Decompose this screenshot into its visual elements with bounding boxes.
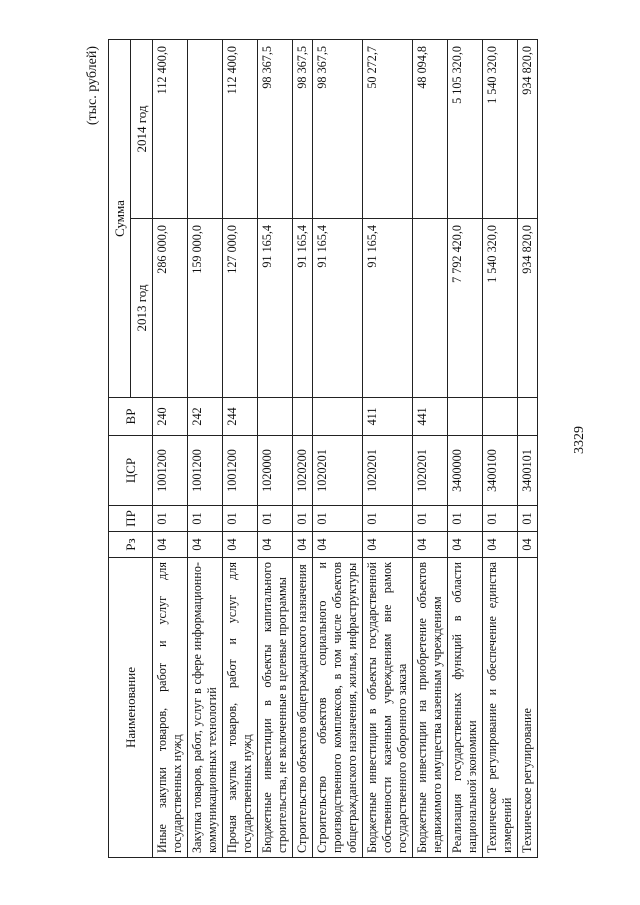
row-rz: 04 <box>293 532 313 558</box>
units-label: (тыс. рублей) <box>85 46 100 126</box>
row-rz: 04 <box>258 532 293 558</box>
row-2013: 127 000,0 <box>223 219 258 398</box>
row-rz: 04 <box>313 532 363 558</box>
row-rz: 04 <box>413 532 448 558</box>
row-2013 <box>413 219 448 398</box>
header-vr: ВР <box>109 398 153 436</box>
row-csr: 1001200 <box>153 436 188 506</box>
row-2013: 91 165,4 <box>313 219 363 398</box>
row-csr: 1020201 <box>413 436 448 506</box>
row-pr: 01 <box>483 506 518 532</box>
row-vr <box>518 398 538 436</box>
row-2014: 1 540 320,0 <box>483 40 518 219</box>
row-vr <box>258 398 293 436</box>
header-name: Наименование <box>109 558 153 858</box>
row-2014: 98 367,5 <box>293 40 313 219</box>
row-csr: 3400101 <box>518 436 538 506</box>
row-2014: 934 820,0 <box>518 40 538 219</box>
table-row <box>483 40 518 858</box>
table-row <box>223 40 258 858</box>
row-2013: 91 165,4 <box>258 219 293 398</box>
row-name: Бюджетные инвестиции в объекты капитального строительства, не включенные в целевые программы <box>258 558 293 858</box>
row-rz: 04 <box>483 532 518 558</box>
row-pr: 01 <box>153 506 188 532</box>
budget-table <box>108 39 538 858</box>
row-rz: 04 <box>518 532 538 558</box>
header-csr: ЦСР <box>109 436 153 506</box>
row-rz: 04 <box>153 532 188 558</box>
page-number: 3329 <box>572 426 587 454</box>
row-pr: 01 <box>313 506 363 532</box>
row-vr <box>483 398 518 436</box>
row-name: Строительство объектов социального и производственного комплексов, в том числе объектов общегражданского назначения, жилья, инфраструктуры <box>313 558 363 858</box>
row-vr: 244 <box>223 398 258 436</box>
row-2013: 91 165,4 <box>363 219 413 398</box>
row-2013: 7 792 420,0 <box>448 219 483 398</box>
row-pr: 01 <box>413 506 448 532</box>
row-vr <box>293 398 313 436</box>
row-2014: 98 367,5 <box>258 40 293 219</box>
row-csr: 3400000 <box>448 436 483 506</box>
row-csr: 1001200 <box>188 436 223 506</box>
row-name: Прочая закупка товаров, работ и услуг для государственных нужд <box>223 558 258 858</box>
row-csr: 1020201 <box>313 436 363 506</box>
header-pr: ПР <box>109 506 153 532</box>
row-csr: 1001200 <box>223 436 258 506</box>
row-vr: 441 <box>413 398 448 436</box>
row-2013: 1 540 320,0 <box>483 219 518 398</box>
table-body <box>153 40 538 858</box>
header-2013: 2013 год <box>131 219 153 398</box>
row-vr: 411 <box>363 398 413 436</box>
row-rz: 04 <box>448 532 483 558</box>
row-2013: 91 165,4 <box>293 219 313 398</box>
row-2014: 112 400,0 <box>153 40 188 219</box>
row-pr: 01 <box>518 506 538 532</box>
row-pr: 01 <box>258 506 293 532</box>
table-row <box>293 40 313 858</box>
row-csr: 3400100 <box>483 436 518 506</box>
row-pr: 01 <box>293 506 313 532</box>
row-2014: 50 272,7 <box>363 40 413 219</box>
header-sum: Сумма <box>109 40 131 398</box>
table-row <box>153 40 188 858</box>
row-vr: 240 <box>153 398 188 436</box>
row-pr: 01 <box>448 506 483 532</box>
row-pr: 01 <box>188 506 223 532</box>
row-name: Строительство объектов общегражданского назначения <box>293 558 313 858</box>
table-row <box>518 40 538 858</box>
row-vr: 242 <box>188 398 223 436</box>
row-name: Иные закупки товаров, работ и услуг для государственных нужд <box>153 558 188 858</box>
row-2013: 934 820,0 <box>518 219 538 398</box>
row-name: Бюджетные инвестиции в объекты государственной собственности казенным учреждениям вне рамок государственного оборонного заказа <box>363 558 413 858</box>
table-row <box>188 40 223 858</box>
header-2014: 2014 год <box>131 40 153 219</box>
table-row <box>258 40 293 858</box>
row-pr: 01 <box>363 506 413 532</box>
table-row <box>313 40 363 858</box>
row-name: Бюджетные инвестиции на приобретение объектов недвижимого имущества казенным учреждениям <box>413 558 448 858</box>
rotated-page <box>80 38 580 858</box>
row-2014 <box>188 40 223 219</box>
row-pr: 01 <box>223 506 258 532</box>
row-name: Закупка товаров, работ, услуг в сфере информационно-коммуникационных технологий <box>188 558 223 858</box>
table-header <box>109 40 153 858</box>
row-name: Реализация государственных функций в области национальной экономики <box>448 558 483 858</box>
row-csr: 1020201 <box>363 436 413 506</box>
row-2014: 5 105 320,0 <box>448 40 483 219</box>
row-2014: 48 094,8 <box>413 40 448 219</box>
row-rz: 04 <box>188 532 223 558</box>
row-2013: 159 000,0 <box>188 219 223 398</box>
row-rz: 04 <box>363 532 413 558</box>
row-2014: 112 400,0 <box>223 40 258 219</box>
header-rz: Рз <box>109 532 153 558</box>
row-vr <box>313 398 363 436</box>
row-name: Техническое регулирование и обеспечение единства измерений <box>483 558 518 858</box>
row-csr: 1020000 <box>258 436 293 506</box>
table-row <box>413 40 448 858</box>
row-csr: 1020200 <box>293 436 313 506</box>
row-vr <box>448 398 483 436</box>
table-row <box>363 40 413 858</box>
table-row <box>448 40 483 858</box>
row-name: Техническое регулирование <box>518 558 538 858</box>
row-2014: 98 367,5 <box>313 40 363 219</box>
row-rz: 04 <box>223 532 258 558</box>
row-2013: 286 000,0 <box>153 219 188 398</box>
